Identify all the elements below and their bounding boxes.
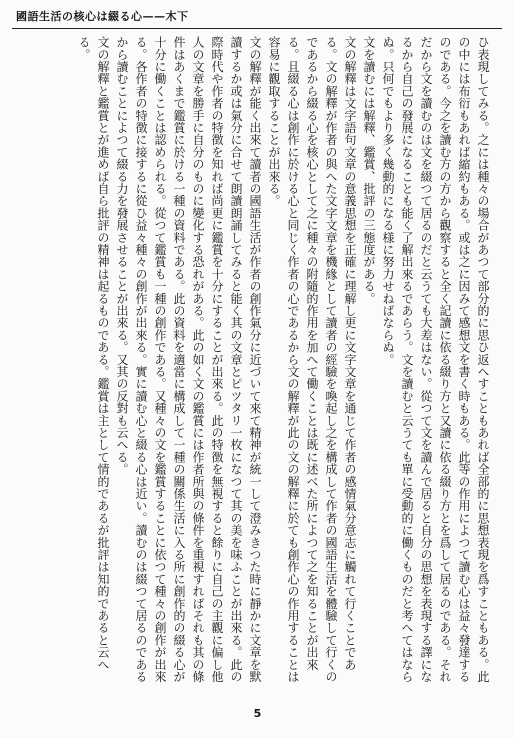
body-text	[22, 36, 492, 690]
header-rule	[12, 28, 502, 29]
running-header: 國語生活の核心は綴る心——木下	[16, 10, 189, 23]
paragraph-5: 文の解釋と鑑賞とが進めば自ら批評の精神は起るものである。鑑賞は主として情的であるが批評は知的であると云へる。	[77, 36, 110, 671]
paragraph-4: 文の解釋が能く出來て讀者の國語生活が作者の創作氣分に近づいて來て精神が統一して澄みきつた時に靜かに文章を默讀するか或は氣分に合せて朗讀朗誦してみると能く其の文章とピツタリ一枚になつて其の美を味ふことが出來る。此の際時代や作者の特徴を知れば尚更に鑑賞を十分にすることが出來る。此の特徴を無視すると餘りに自己の主觀に偏し他人の文章を勝手に自分のものに變化する恐れがある。此の如く文の鑑賞には作者所與の條件を重視すればそれも其の條件はあくまで鑑賞に於ける一種の資料である。此の資料を適當に構成して一種の關係生活に入る所に創作的の綴る心が十分に働くことは認められる。從つて鑑賞も一種の創作である。又種々の文を鑑賞することに依つて種々の創作が出來る。各作者の特徴に接するに從ひ益々種々の創作が出來る。實に讀む心と綴る心は近い。讀むのは綴つて居るのであるから讀むことによつて綴る力を發展させることが出來る。又其の反對も云へる。	[115, 36, 262, 683]
page-number: 5	[253, 707, 262, 720]
paragraph-3: 文の解釋は文字語句文章の意義思想を正確に理解し更に文字文章を通じて作者の感情氣分意志に觸れて行くことである。文の解釋が作者の與へた文字文章を機緣として讀者の經驗を喚起し之を構成して作者の國語生活を體驗して行くのであるから綴る心を核心として之に種々の附隨的作用を加へて働くことは既に述べた所によつて之を知ることが出來る。且綴る心は創作に於ける心と同じく作者の心であるから文の解釋が此の文の解釋に於ても創作心の作用することは容易に觀取することが出來る。	[267, 36, 357, 683]
paragraph-1: ひ表現してみる。之には種々の場合があつて部分的に思ひ返へすこともあれば全部的に思想表現を爲すこともある。此の中には布衍もあれば縮約もある。或は之に因みて感想文を書く時もある。此等の作用によつて讀む心は益々發達するのである。今之を讀む方の方から觀察すると全く記讀に依る綴り方と又讀に依る綴り方とを爲して居るのである。それだから文を讀むのは文を綴つて居るのだと云うても大差はない。從つて文を讀んで居ると自分の思想を表現する譯になるから自己の發展になることも能く了解出來るであらう。文を讀むと云うても單に受動的に働くものだと考へてはならぬ。只何でもより多く幾動的になる様に努力せねばならぬ。	[381, 36, 490, 683]
paragraph-2: 文を讀むには解釋、鑑賞、批評の三態度がある。	[362, 36, 376, 305]
